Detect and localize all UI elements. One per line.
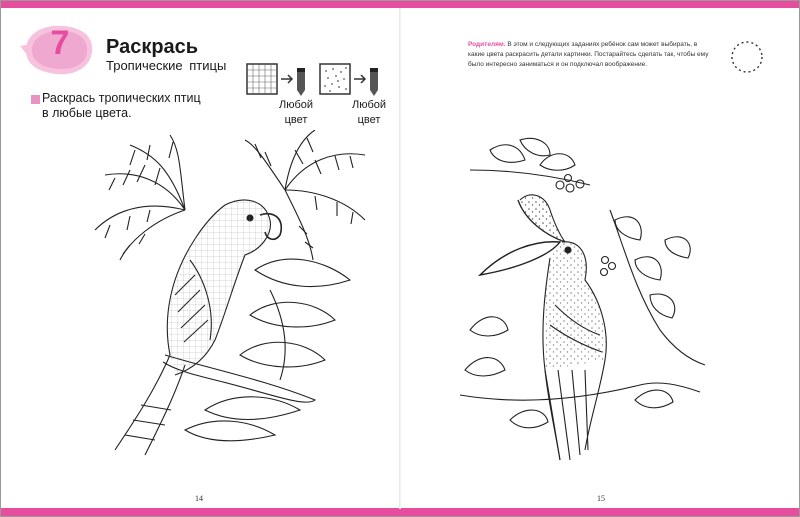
legend-label-1-line1: Любой <box>278 99 314 111</box>
book-gutter <box>399 8 401 509</box>
legend-label-2-line2: цвет <box>357 114 381 126</box>
page-number-right: 15 <box>597 494 605 503</box>
page-title: Раскрась <box>106 36 199 58</box>
task-bullet <box>31 95 40 104</box>
legend-label-2-line1: Любой <box>351 99 387 111</box>
grid-square-icon <box>245 62 315 98</box>
dotted-square-icon <box>318 62 388 98</box>
page-number-left: 14 <box>195 494 203 503</box>
page-subtitle: Тропические птицы <box>106 58 227 73</box>
legend-label-1-line2: цвет <box>284 114 308 126</box>
dotted-circle-icon <box>730 40 764 74</box>
parrot-drawing <box>75 130 375 460</box>
legend-label-1 <box>266 98 326 128</box>
parent-note-lead: Родителям. <box>468 41 506 48</box>
task-instruction-line1: Раскрась тропических птиц <box>42 91 201 105</box>
bottom-border <box>1 508 799 516</box>
task-instruction-line2: в любые цвета. <box>42 106 132 120</box>
legend-label-2 <box>339 98 399 128</box>
hornbill-drawing <box>450 130 710 480</box>
task-number: 7 <box>50 24 70 62</box>
top-border <box>1 1 799 8</box>
parent-note-text: В этом и следующих заданиях ребёнок сам может выбирать, в какие цвета раскрасить детали картинки. Постарайтесь сделать так, чтобы ему было интересно заниматься и он подключал воображение. <box>468 41 709 68</box>
parent-note <box>468 40 713 70</box>
